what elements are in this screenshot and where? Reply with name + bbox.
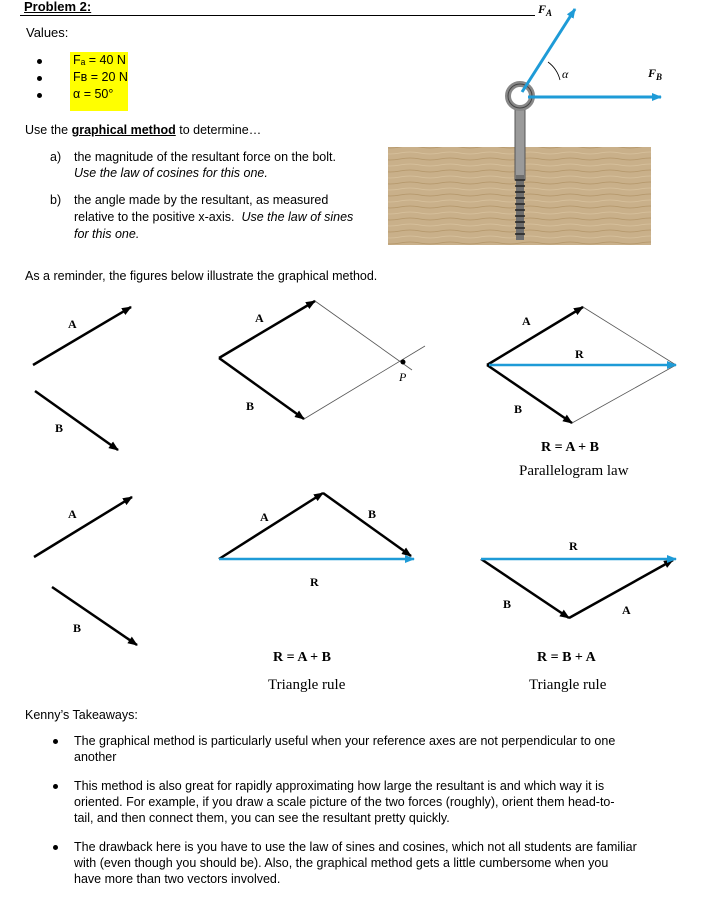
fb-label: $F_B$ bbox=[648, 66, 663, 82]
part-a-marker: a) bbox=[50, 150, 62, 164]
parallelogram-side bbox=[572, 365, 676, 423]
bullet bbox=[37, 59, 42, 64]
label-b: B bbox=[246, 399, 255, 413]
takeaway-line: The drawback here is you have to use the law of sines and cosines, which not all students are familiar bbox=[74, 840, 637, 854]
label-b: B bbox=[368, 507, 377, 521]
label-a: A bbox=[622, 603, 631, 617]
alpha-arc bbox=[548, 62, 560, 80]
part-b-line2-plain: relative to the positive x-axis. bbox=[74, 210, 235, 224]
label-a: A bbox=[68, 317, 77, 331]
construction-line bbox=[304, 346, 425, 419]
bolt-figure bbox=[380, 0, 707, 260]
problem-title: Problem 2: bbox=[24, 0, 92, 14]
vector-b bbox=[323, 493, 411, 556]
values-label: Values: bbox=[26, 25, 69, 40]
takeaway-item bbox=[74, 778, 674, 826]
value-fb: Fʙ = 20 N bbox=[73, 70, 128, 84]
label-r: R bbox=[569, 539, 578, 553]
parallelogram-equation: R = A + B bbox=[541, 440, 599, 455]
vector-b bbox=[481, 559, 569, 618]
takeaways-title: Kenny’s Takeaways: bbox=[25, 708, 138, 722]
graphical-method-link: graphical method bbox=[71, 123, 176, 137]
takeaway-line: The graphical method is particularly useful when your reference axes are not perpendicular to one bbox=[74, 734, 616, 748]
fa-label: $F_A$ bbox=[538, 2, 553, 18]
instructions-suffix: to determine… bbox=[175, 123, 262, 137]
bullet bbox=[53, 784, 58, 789]
vector-a bbox=[487, 307, 583, 365]
takeaway-line: another bbox=[74, 750, 117, 764]
bullet bbox=[53, 739, 58, 744]
label-r: R bbox=[310, 575, 319, 589]
part-a-line2: Use the law of cosines for this one. bbox=[74, 166, 268, 180]
instructions-prefix: Use the bbox=[25, 123, 72, 137]
bolt-shank bbox=[515, 110, 525, 180]
instructions bbox=[25, 123, 261, 137]
vector-b bbox=[219, 358, 304, 419]
takeaway-item bbox=[74, 733, 674, 765]
takeaway-line: tail, and then connect them, you can see the resultant pretty quickly. bbox=[74, 811, 450, 825]
vector-a bbox=[219, 301, 315, 358]
label-a: A bbox=[255, 311, 264, 325]
takeaway-line: have more than two vectors involved. bbox=[74, 872, 281, 886]
takeaway-line: This method is also great for rapidly approximating how large the resultant is and which way it is bbox=[74, 779, 605, 793]
vector-b bbox=[52, 587, 137, 645]
value-fa: Fₐ = 40 N bbox=[73, 53, 126, 67]
part-b-marker: b) bbox=[50, 193, 62, 207]
method-figures bbox=[0, 295, 707, 700]
bullet bbox=[37, 76, 42, 81]
reminder-text: As a reminder, the figures below illustrate the graphical method. bbox=[25, 269, 378, 283]
takeaway-item bbox=[74, 839, 674, 887]
triangle2-equation: R = B + A bbox=[537, 650, 596, 665]
label-b: B bbox=[73, 621, 82, 635]
part-a-line1: the magnitude of the resultant force on the bolt. bbox=[74, 150, 336, 164]
label-b: B bbox=[55, 421, 64, 435]
label-b: B bbox=[503, 597, 512, 611]
bullet bbox=[37, 93, 42, 98]
label-p: P bbox=[399, 370, 407, 384]
part-b-line3: for this one. bbox=[74, 227, 140, 241]
vector-a bbox=[219, 493, 323, 559]
part-b-line2-italic: Use the law of sines bbox=[241, 210, 354, 224]
label-a: A bbox=[522, 314, 531, 328]
label-r: R bbox=[575, 347, 584, 361]
label-a: A bbox=[68, 507, 77, 521]
alpha-label: α bbox=[562, 67, 569, 81]
parallelogram-name: Parallelogram law bbox=[519, 463, 629, 479]
bullet bbox=[53, 845, 58, 850]
vector-a bbox=[33, 307, 131, 365]
value-alpha: α = 50° bbox=[73, 87, 114, 101]
triangle2-name: Triangle rule bbox=[529, 677, 607, 693]
vector-a bbox=[569, 560, 673, 618]
part-b-line1: the angle made by the resultant, as measured bbox=[74, 193, 329, 207]
part-b-line2 bbox=[74, 210, 353, 224]
triangle1-equation: R = A + B bbox=[273, 650, 331, 665]
construction-line bbox=[315, 301, 412, 370]
takeaway-line: oriented. For example, if you draw a scale picture of the two forces (roughly), orient them head-to- bbox=[74, 795, 615, 809]
vector-b bbox=[487, 365, 572, 423]
triangle1-name: Triangle rule bbox=[268, 677, 346, 693]
label-a: A bbox=[260, 510, 269, 524]
vector-a bbox=[34, 497, 132, 557]
vector-b bbox=[35, 391, 118, 450]
takeaway-line: with (even though you should be). Also, the graphical method gets a little cumbersome when you bbox=[74, 856, 609, 870]
bolt-thread bbox=[515, 175, 525, 240]
label-b: B bbox=[514, 402, 523, 416]
parallelogram-side bbox=[583, 307, 676, 365]
point-p bbox=[401, 360, 406, 365]
